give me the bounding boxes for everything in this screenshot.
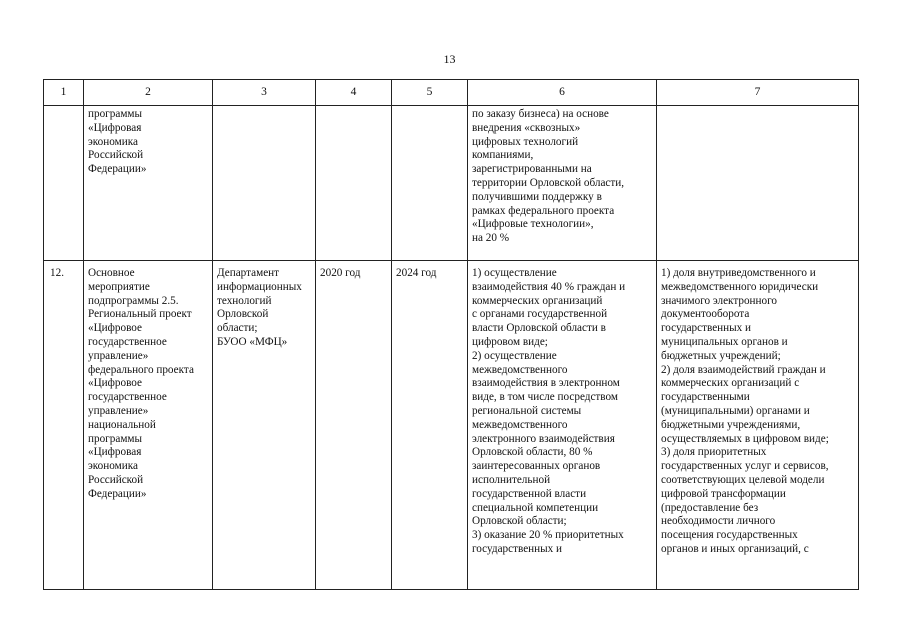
executor-cell	[213, 106, 316, 261]
event-name-cell	[84, 261, 213, 590]
start-year-cell	[316, 261, 392, 590]
row-number: 12.	[50, 267, 64, 279]
column-header: 6	[468, 80, 657, 106]
start-year	[316, 106, 391, 108]
program-table	[43, 79, 859, 590]
column-header: 2	[84, 80, 213, 106]
table-row	[44, 261, 859, 590]
table-row	[44, 106, 859, 261]
row-number-cell	[44, 106, 84, 261]
executor	[213, 106, 315, 108]
row-number-cell	[44, 261, 84, 590]
event-name: программы «Цифровая экономика Российской Федерации»	[88, 108, 147, 176]
executor: Департамент информационных технологий Орловской области; БУОО «МФЦ»	[217, 267, 302, 348]
column-header: 5	[392, 80, 468, 106]
indicator-cell	[657, 106, 859, 261]
end-year-cell	[392, 261, 468, 590]
expected-result: по заказу бизнеса) на основе внедрения «сквозных» цифровых технологий компаниями, зарегистрированными на территории Орловской области, получившими поддержку в рамках федерального проекта «Цифровые технологии», на 20 %	[472, 108, 625, 245]
page-number: 13	[443, 52, 456, 66]
end-year	[392, 106, 467, 108]
column-header: 1	[44, 80, 84, 106]
column-header: 7	[657, 80, 859, 106]
indicator	[657, 106, 858, 108]
expected-result: 1) осуществление взаимодействия 40 % граждан и коммерческих организаций с органами государственной власти Орловской области в цифровом виде; 2) осуществление межведомственного взаимодействия в электронном виде, в том числе посредством региональной системы межведомственного электронного взаимодействия Орловской области, 80 % заинтересованных органов исполнительной государственной власти специальной компетенции Орловской области; 3) оказание 20 % приоритетных государственных и	[472, 267, 626, 555]
table-header-row	[44, 80, 859, 106]
expected-result-cell	[468, 261, 657, 590]
row-number	[44, 106, 83, 112]
end-year: 2024 год	[396, 267, 437, 279]
event-name-cell	[84, 106, 213, 261]
start-year-cell	[316, 106, 392, 261]
column-header: 4	[316, 80, 392, 106]
executor-cell	[213, 261, 316, 590]
expected-result-cell	[468, 106, 657, 261]
event-name: Основное мероприятие подпрограммы 2.5. Региональный проект «Цифровое государственное управление» федерального проекта «Цифровое государственное управление» национальной программы «Цифровая экономика Российской Федерации»	[88, 267, 194, 500]
indicator: 1) доля внутриведомственного и межведомственного юридически значимого электронного документооборота государственных и муниципальных органов и бюджетных учреждений; 2) доля взаимодействий граждан и коммерческих организаций с государственными (муниципальными) органами и бюджетными учреждениями, осуществляемых в цифровом виде; 3) доля приоритетных государственных услуг и сервисов, соответствующих целевой модели цифровой трансформации (предоставление без необходимости личного посещения государственных органов и иных организаций, с	[661, 267, 829, 555]
start-year: 2020 год	[320, 267, 361, 279]
end-year-cell	[392, 106, 468, 261]
column-header: 3	[213, 80, 316, 106]
indicator-cell	[657, 261, 859, 590]
